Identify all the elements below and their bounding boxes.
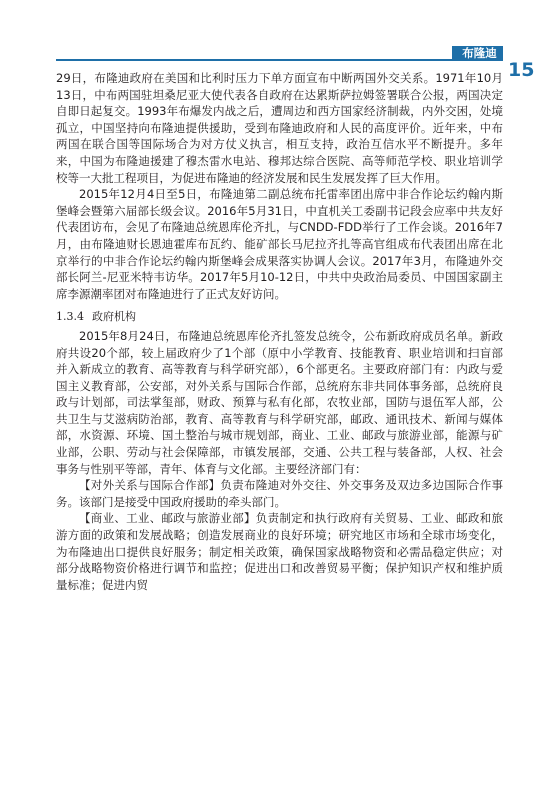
paragraph: 2015年12月4日至5日，布隆迪第二副总统布托雷率团出席中非合作论坛约翰内斯堡峰会暨第六届部长级会议。2016年5月31日，中直机关工委副书记段会应率中共友好代表团访布，会见了布隆迪总统恩库伦齐扎，与CNDD-FDD举行了工作会谈。2016年7月，由布隆迪财长恩迪霍库布瓦约、能矿部长马尼拉齐扎等高官组成布代表团出席在北京举行的中非合作论坛约翰内斯堡峰会成果落实协调人会议。2017年3月，布隆迪外交部长阿兰-尼亚米特韦访华。2017年5月10-12日，中共中央政治局委员、中国国家副主席李源潮率团对布隆迪进行了正式友好访问。 bbox=[56, 187, 503, 301]
page-header bbox=[0, 0, 559, 81]
section-heading bbox=[56, 309, 503, 326]
header-section-label: 布隆迪 bbox=[462, 46, 497, 60]
page-number: 15 bbox=[508, 59, 535, 81]
paragraph: 2015年8月24日，布隆迪总统恩库伦齐扎签发总统令，公布新政府成员名单。新政府共设20个部，较上届政府少了1个部（原中小学教育、技能教育、职业培训和扫盲部并入新成立的教育、高等教育与科学研究部），6个部更名。主要政府部门有：内政与爱国主义教育部，公安部，对外关系与国际合作部，总统府东非共同体事务部，总统府良政与计划部，司法掌玺部，财政、预算与私有化部，农牧业部，国防与退伍军人部，公共卫生与艾滋病防治部，教育、高等教育与科学研究部，邮政、通讯技术、新闻与媒体部，水资源、环境、国土整治与城市规划部，商业、工业、邮政与旅游业部，能源与矿业部，公职、劳动与社会保障部，市镇发展部，交通、公共工程与装备部，人权、社会事务与性别平等部，青年、体育与文化部。主要经济部门有： bbox=[56, 328, 503, 476]
section-number: 1.3.4 bbox=[56, 310, 84, 324]
paragraph: 29日，布隆迪政府在美国和比利时压力下单方面宣布中断两国外交关系。1971年10月13日，中布两国驻坦桑尼亚大使代表各自政府在达累斯萨拉姆签署联合公报，两国决定自即日起复交。1993年布爆发内战之后，遭周边和西方国家经济制裁，内外交困，处境孤立，中国坚持向布隆迪提供援助，受到布隆迪政府和人民的高度评价。近年来，中布两国在联合国等国际场合为对方仗义执言，相互支持，政治互信水平不断提升。多年来，中国为布隆迪援建了穆杰雷水电站、穆邦达综合医院、高等师范学校、职业培训学校等一大批工程项目，为促进布隆迪的经济发展和民生发展发挥了巨大作用。 bbox=[56, 71, 503, 185]
header-rule bbox=[56, 59, 503, 61]
paragraph: 【对外关系与国际合作部】负责布隆迪对外交往、外交事务及双边多边国际合作事务。该部门是接受中国政府援助的牵头部门。 bbox=[56, 478, 503, 509]
paragraph: 【商业、工业、邮政与旅游业部】负责制定和执行政府有关贸易、工业、邮政和旅游方面的政策和发展战略；创造发展商业的良好环境；研究地区市场和全球市场变化，为布隆迪出口提供良好服务；制定相关政策，确保国家战略物资和必需品稳定供应；对部分战略物资价格进行调节和监控；促进出口和改善贸易平衡；保护知识产权和维护质量标准；促进内贸 bbox=[56, 511, 503, 592]
page-body bbox=[56, 70, 503, 790]
section-title: 政府机构 bbox=[92, 310, 136, 324]
